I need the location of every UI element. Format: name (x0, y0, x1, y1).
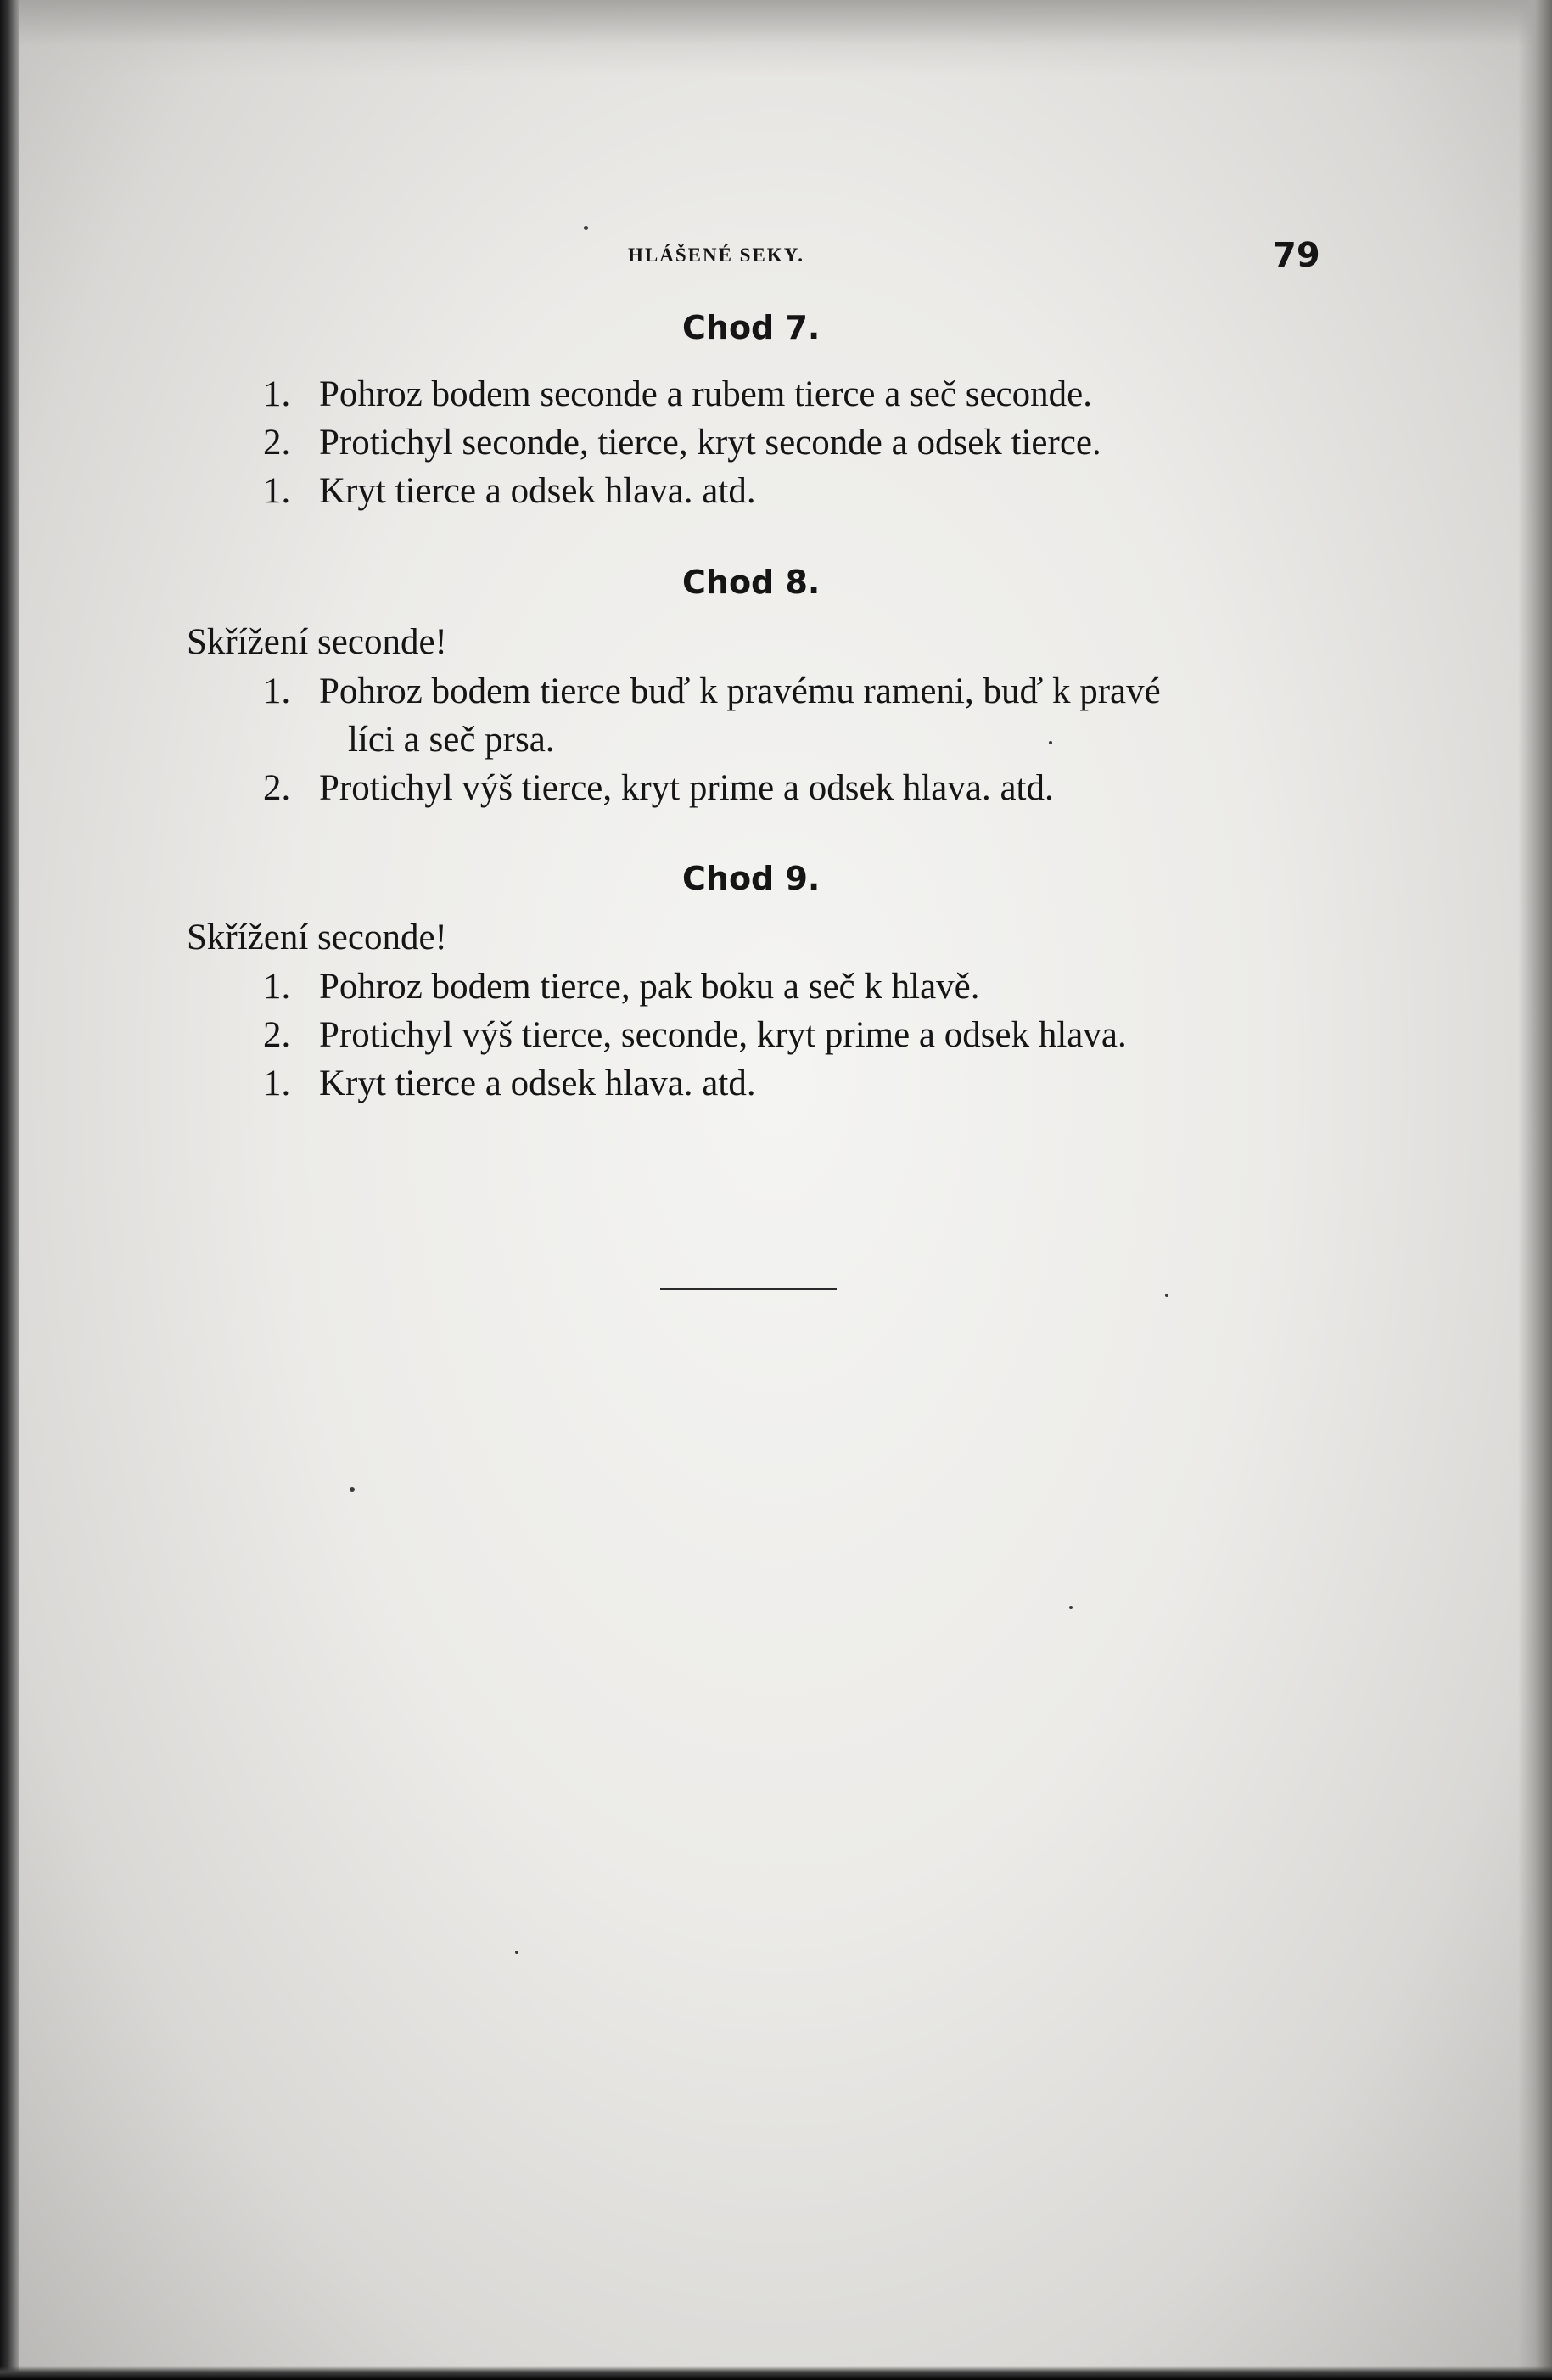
scan-speck (1165, 1294, 1168, 1297)
line-number: 1. (263, 967, 291, 1007)
section-intro: Skřížení seconde! (187, 918, 447, 957)
move-line (263, 1063, 756, 1104)
scan-left-edge (0, 0, 19, 2380)
page-number: 79 (1273, 236, 1320, 275)
line-number: 2. (263, 423, 291, 463)
line-number: 1. (263, 471, 291, 511)
line-text: Kryt tierce a odsek hlava. atd. (319, 1064, 756, 1103)
line-text: Pohroz bodem tierce, pak boku a seč k hlavě. (319, 967, 980, 1007)
line-text: Protichyl výš tierce, seconde, kryt prime a odsek hlava. (319, 1015, 1127, 1055)
section-intro: Skřížení seconde! (187, 622, 447, 662)
scan-bottom-edge (0, 2366, 1552, 2380)
move-line (263, 767, 1054, 809)
section-heading-chod-7: Chod 7. (682, 309, 821, 346)
scan-speck (584, 226, 588, 230)
line-text: Pohroz bodem seconde a rubem tierce a seč seconde. (319, 374, 1092, 414)
end-rule (660, 1288, 837, 1290)
move-line (263, 470, 756, 512)
section-heading-chod-8: Chod 8. (682, 564, 821, 601)
move-line-continuation (348, 719, 555, 761)
line-number: 1. (263, 1064, 291, 1103)
line-text: Kryt tierce a odsek hlava. atd. (319, 471, 756, 511)
move-line (263, 373, 1092, 415)
running-head: HLÁŠENÉ SEKY. (628, 244, 804, 266)
move-line (263, 966, 980, 1008)
move-line (263, 1014, 1127, 1056)
line-number: 2. (263, 1015, 291, 1055)
scan-top-shadow (0, 0, 1552, 76)
move-line (263, 671, 1161, 712)
move-line (263, 422, 1101, 463)
scan-speck (1049, 741, 1052, 744)
scan-right-shadow (1518, 0, 1552, 2380)
scan-speck (1069, 1606, 1073, 1609)
line-number: 1. (263, 671, 291, 711)
scan-speck (350, 1487, 355, 1492)
line-text: líci a seč prsa. (348, 720, 555, 760)
line-number: 2. (263, 768, 291, 808)
scan-speck (515, 1951, 518, 1954)
line-text: Protichyl výš tierce, kryt prime a odsek hlava. atd. (319, 768, 1054, 808)
section-heading-chod-9: Chod 9. (682, 860, 821, 897)
line-text: Pohroz bodem tierce buď k pravému rameni, buď k pravé (319, 671, 1161, 711)
line-number: 1. (263, 374, 291, 414)
line-text: Protichyl seconde, tierce, kryt seconde a odsek tierce. (319, 423, 1101, 463)
